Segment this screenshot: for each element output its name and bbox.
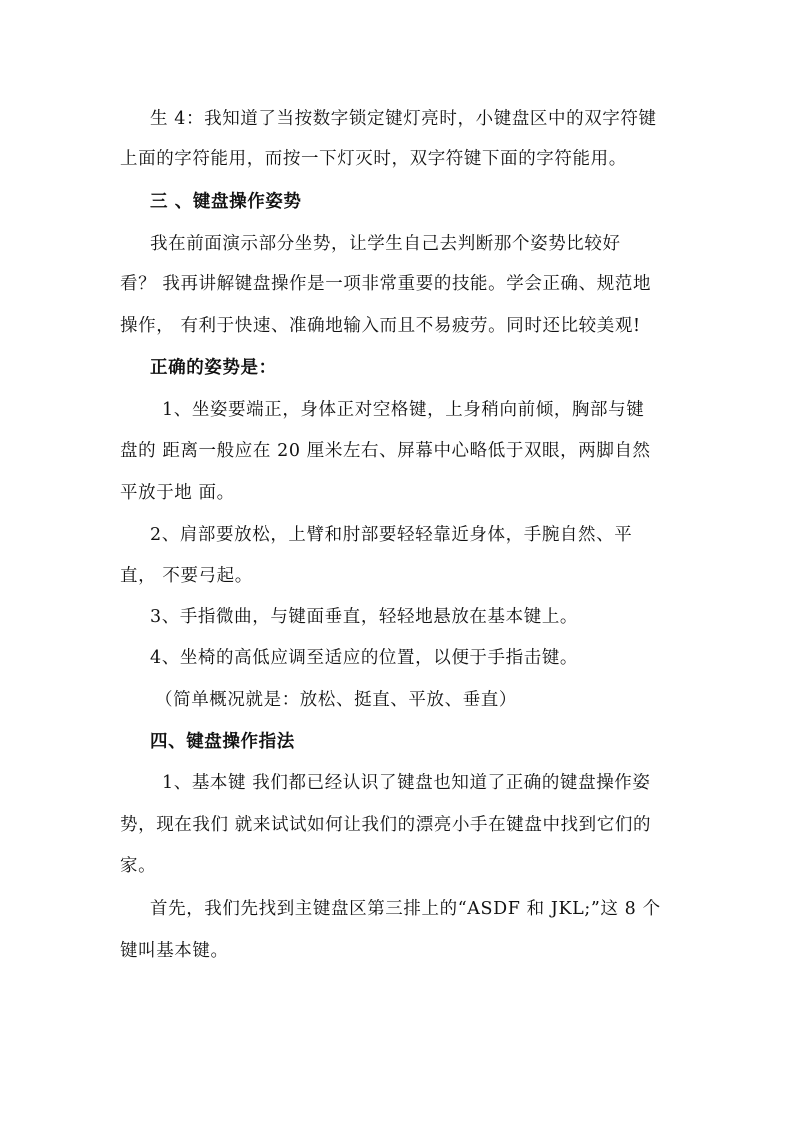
paragraph-line: 上面的字符能用，而按一下灯灭时，双字符键下面的字符能用。 (120, 149, 627, 169)
list-item: 4、坐椅的高低应调至适应的位置，以便于手指击键。 (150, 648, 579, 668)
list-item: 2、肩部要放松，上臂和肘部要轻轻靠近身体，手腕自然、平 (150, 525, 633, 545)
paragraph-line: 键叫基本键。 (120, 941, 229, 961)
paragraph-line: 看？ 我再讲解键盘操作是一项非常重要的技能。学会正确、规范地 (120, 274, 652, 294)
paragraph-line: 平放于地 面。 (120, 483, 235, 503)
paragraph-line: 生 4：我知道了当按数字锁定键灯亮时，小键盘区中的双字符键 (150, 109, 657, 129)
paragraph-line: 首先，我们先找到主键盘区第三排上的“ASDF 和 JKL;”这 8 个 (150, 899, 661, 919)
summary-note: （简单概况就是：放松、挺直、平放、垂直） (155, 690, 517, 710)
paragraph-line: 我在前面演示部分坐势，让学生自己去判断那个姿势比较好 (150, 234, 621, 254)
list-item: 3、手指微曲，与键面垂直，轻轻地悬放在基本键上。 (150, 607, 579, 627)
paragraph-line: 势，现在我们 就来试试如何让我们的漂亮小手在键盘中找到它们的 (120, 815, 652, 835)
subheading: 正确的姿势是： (150, 358, 277, 378)
paragraph-line: 盘的 距离一般应在 20 厘米左右、屏幕中心略低于双眼，两脚自然 (120, 441, 651, 461)
paragraph-line: 家。 (120, 856, 157, 876)
list-item: 1、基本键 我们都已经认识了键盘也知道了正确的键盘操作姿 (162, 773, 651, 793)
paragraph-line: 操作， 有利于快速、准确地输入而且不易疲劳。同时还比较美观! (120, 316, 641, 336)
section-heading: 三 、键盘操作姿势 (150, 192, 302, 212)
section-heading: 四、键盘操作指法 (150, 732, 295, 752)
list-item: 1、坐姿要端正，身体正对空格键，上身稍向前倾，胸部与键 (162, 400, 645, 420)
paragraph-line: 直， 不要弓起。 (120, 566, 253, 586)
